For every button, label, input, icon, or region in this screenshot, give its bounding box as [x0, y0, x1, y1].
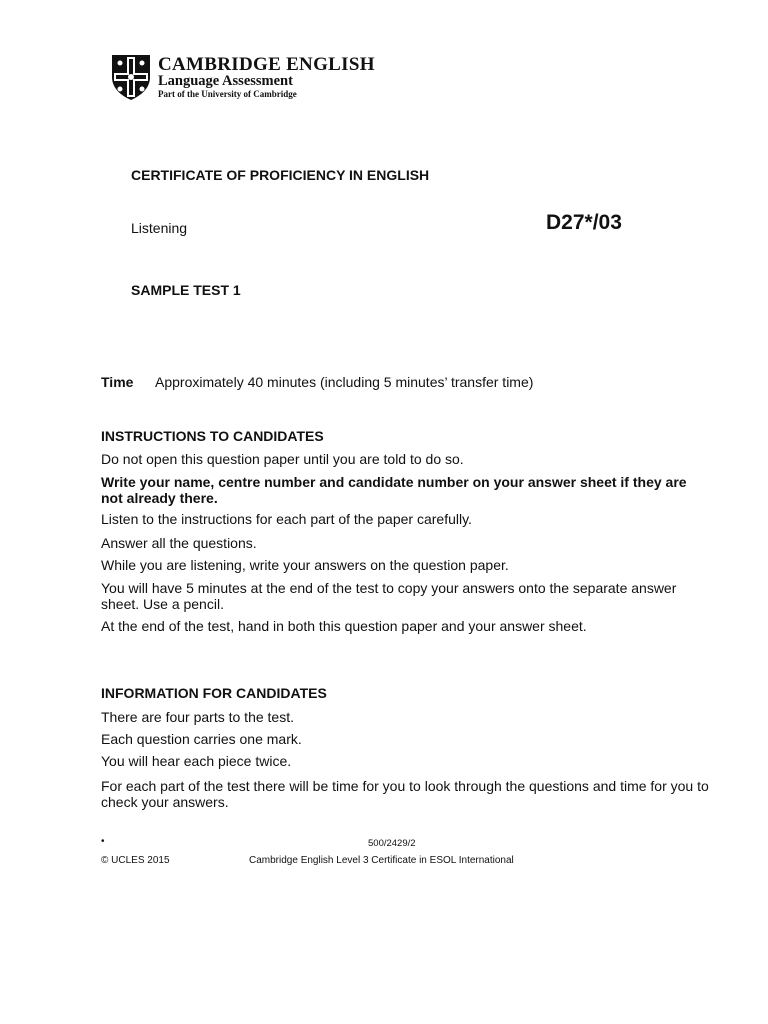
information-heading: INFORMATION FOR CANDIDATES [101, 685, 327, 701]
paper-name: Listening [131, 220, 188, 236]
brand-subtitle: Language Assessment [158, 73, 293, 89]
certificate-title: CERTIFICATE OF PROFICIENCY IN ENGLISH [131, 167, 430, 183]
cambridge-english-logo [110, 53, 410, 103]
copyright-notice: © UCLES 2015 [101, 855, 170, 866]
information-line: Each question carries one mark. [101, 731, 302, 747]
information-line: For each part of the test there will be time for you to look through the questions and time for you to check your answers. [101, 778, 709, 810]
qualification-level: Cambridge English Level 3 Certificate in ESOL International [249, 855, 514, 866]
instruction-line: While you are listening, write your answers on the question paper. [101, 557, 509, 573]
time-value: Approximately 40 minutes (including 5 minutes’ transfer time) [155, 374, 534, 390]
instruction-line: Listen to the instructions for each part of the paper carefully. [101, 511, 472, 527]
test-name: SAMPLE TEST 1 [131, 282, 241, 298]
instructions-heading: INSTRUCTIONS TO CANDIDATES [101, 428, 324, 444]
information-line: There are four parts to the test. [101, 709, 294, 725]
paper-code: D27*/03 [546, 211, 622, 234]
instruction-line: You will have 5 minutes at the end of the test to copy your answers onto the separate answer sheet. Use a pencil. [101, 580, 677, 612]
instruction-line: Answer all the questions. [101, 535, 257, 551]
instruction-line: Do not open this question paper until you are told to do so. [101, 451, 464, 467]
brand-tagline: Part of the University of Cambridge [158, 89, 297, 99]
footer-bullet: • [101, 836, 105, 847]
time-label: Time [101, 374, 134, 390]
information-line: You will hear each piece twice. [101, 753, 292, 769]
brand-name: CAMBRIDGE ENGLISH [158, 54, 375, 75]
qualification-code: 500/2429/2 [368, 838, 416, 849]
instruction-line: At the end of the test, hand in both this question paper and your answer sheet. [101, 618, 587, 634]
university-shield-icon [110, 53, 152, 101]
instruction-line: Write your name, centre number and candidate number on your answer sheet if they are not already there. [101, 474, 687, 506]
